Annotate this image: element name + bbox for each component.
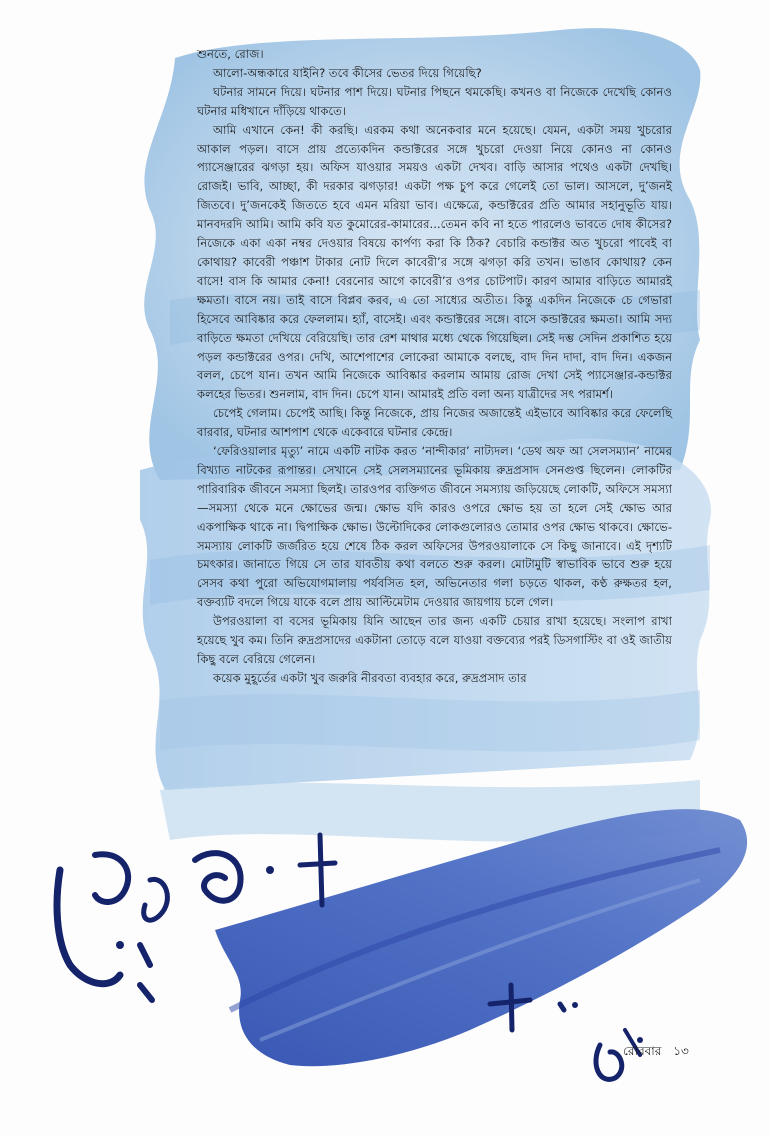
page-number: ১৩ bbox=[673, 1044, 689, 1058]
article-paragraph: আলো-অন্ধকারে যাইনি? তবে কীসের ভেতর দিয়ে গিয়েছি? bbox=[213, 65, 482, 80]
article-text bbox=[197, 45, 672, 688]
article-paragraph: আমি এখানে কেন! কী করছি। এরকম কথা অনেকবার মনে হয়েছে। যেমন, একটা সময় খুচরোর আকাল পড়ল। বাসে প্রায় প্রত্যেকদিন কন্ডাক্টরের সঙ্গে খুচরো দেওয়া নিয়ে কোনও না কোনও প্যাসেঞ্জারের ঝগড়া হয়। অফিস যাওয়ার সময়ও একটা দেখব। বাড়ি আসার পথেও একটা দেখছি। রোজই। ভাবি, আচ্ছা, কী দরকার ঝগড়ার! একটা পক্ষ চুপ করে গেলেই তো ভাল। আসলে, দু’জনই জিতবে। দু’জনকেই জিততে হবে এমন মরিয়া ভাব। এক্ষেত্রে, কন্ডাক্টরের প্রতি আমার সহানুভূতি যায়। মানবদরদি আমি। আমি কবি যত কুমোরের-কামারের...তেমন কবি না হতে পারলেও ভাবতে দোষ কীসের? নিজেকে একা একা নম্বর দেওয়ার বিষয়ে কার্পণ্য করা কি ঠিক? বেচারি কন্ডাক্টর অত খুচরো পাবেই বা কোথায়? কাবেরী পঞ্চাশ টাকার নোট দিলে কাবেরী’র সঙ্গে ঝগড়া করি তখন। ভাঙাব কোথায়? কেন বাসে! বাস কি আমার কেনা! বেরনোর আগে কাবেরী’র ওপর চোটপাট। কারণ আমার বাড়িতে আমারই ক্ষমতা। বাসে নয়। তাই বাসে বিপ্লব করব, এ তো সাধ্যের অতীত। কিন্তু একদিন নিজেকে চে গেভারা হিসেবে আবিষ্কার করে ফেললাম। হ্যাঁ, বাসেই। এবং কন্ডাক্টরের সঙ্গে। বাসে কন্ডাক্টরের ক্ষমতা। আমি সদ্য বাড়িতে ক্ষমতা দেখিয়ে বেরিয়েছি। তার রেশ মাথার মধ্যে থেকে গিয়েছিল। সেই দম্ভ সেদিন প্রকাশিত হয়ে পড়ল কন্ডাক্টরের ওপর। দেখি, আশেপাশের লোকেরা আমাকে বলছে, বাদ দিন দাদা, বাদ দিন। একজন বলল, চেপে যান। তখন আমি নিজেকে আবিষ্কার করলাম আমায় রোজ দেখা সেই প্যাসেঞ্জার-কন্ডাক্টর কলহের ভিতর। শুনলাম, বাদ দিন। চেপে যান। আমারই প্রতি বলা অন্য যাত্রীদের সৎ পরামর্শ। bbox=[197, 122, 672, 402]
article-paragraph: উপরওয়ালা বা বসের ভূমিকায় যিনি আছেন তার জন্য একটি চেয়ার রাখা হয়েছে। সংলাপ রাখা হয়েছে খুব কম। তিনি রুদ্রপ্রসাদের একটানা তোড়ে বলে যাওয়া বক্তব্যের পরই ডিসগাস্টিং বা ওই জাতীয় কিছু বলে বেরিয়ে গেলেন। bbox=[197, 614, 672, 666]
wash-streak-c bbox=[160, 690, 700, 752]
article-paragraph: কয়েক মুহূর্তের একটা খুব জরুরি নীরবতা ব্যবহার করে, রুদ্রপ্রসাদ তার bbox=[213, 670, 527, 685]
page-footer bbox=[623, 1043, 689, 1063]
article-paragraph: শুনতে, রোজ। bbox=[197, 47, 264, 61]
article-paragraph: ‘ফেরিওয়ালার মৃত্যু’ নামে একটি নাটক করত ‘নান্দীকার’ নাট্যদল। ‘ডেথ অফ আ সেলসম্যান’ নামের বিখ্যাত নাটকের রূপান্তর। সেখানে সেই সেলসম্যানের ভূমিকায় রুদ্রপ্রসাদ সেনগুপ্ত ছিলেন। লোকটির পারিবারিক জীবনে সমস্যা ছিলই। তারওপর ব্যক্তিগত জীবনে সমস্যায় জড়িয়েছে লোকটি, অফিসে সমস্যা—সমস্যা থেকে মনে ক্ষোভের জন্ম। ক্ষোভ যদি কারও ওপরে ক্ষোভ হয় তা হলে সেই ক্ষোভ আর একপাক্ষিক থাকে না। দ্বিপাক্ষিক ক্ষোভ। উল্টোদিকের লোকগুলোরও তোমার ওপর ক্ষোভ থাকবে। ক্ষোভে-সমস্যায় লোকটি জর্জরিত হয়ে শেষে ঠিক করল অফিসের উপরওয়ালাকে সে কিছু জানাবে। এই দৃশ্যটি চমৎকার। জানাতে গিয়ে সে তার যাবতীয় কথা বলতে শুরু করল। মোটামুটি স্বাভাবিক ভাবে শুরু হয়ে সেসব কথা পুরো অভিযোগমালায় পর্যবসিত হল, অভিনেতার গলা চড়তে থাকল, কণ্ঠ রুক্ষতর হল, বক্তব্যটি বদলে গিয়ে যাকে বলে প্রায় আল্টিমেটাম দেওয়ার জায়গায় চলে গেল। bbox=[197, 444, 672, 610]
article-paragraph: চেপেই গেলাম। চেপেই আছি। কিন্তু নিজেকে, প্রায় নিজের অজান্তেই এইভাবে আবিষ্কার করে ফেলেছি বারবার, ঘটনার আশপাশ থেকে একেবারে ঘটনার কেন্দ্রে। bbox=[197, 406, 672, 440]
magazine-name: রোববার bbox=[623, 1044, 662, 1058]
article-paragraph: ঘটনার সামনে দিয়ে। ঘটনার পাশ দিয়ে। ঘটনার পিছনে থমকেছি। কখনও বা নিজেকে দেখেছি কোনও ঘটনার মধিখানে দাঁড়িয়ে থাকতে। bbox=[197, 84, 672, 118]
